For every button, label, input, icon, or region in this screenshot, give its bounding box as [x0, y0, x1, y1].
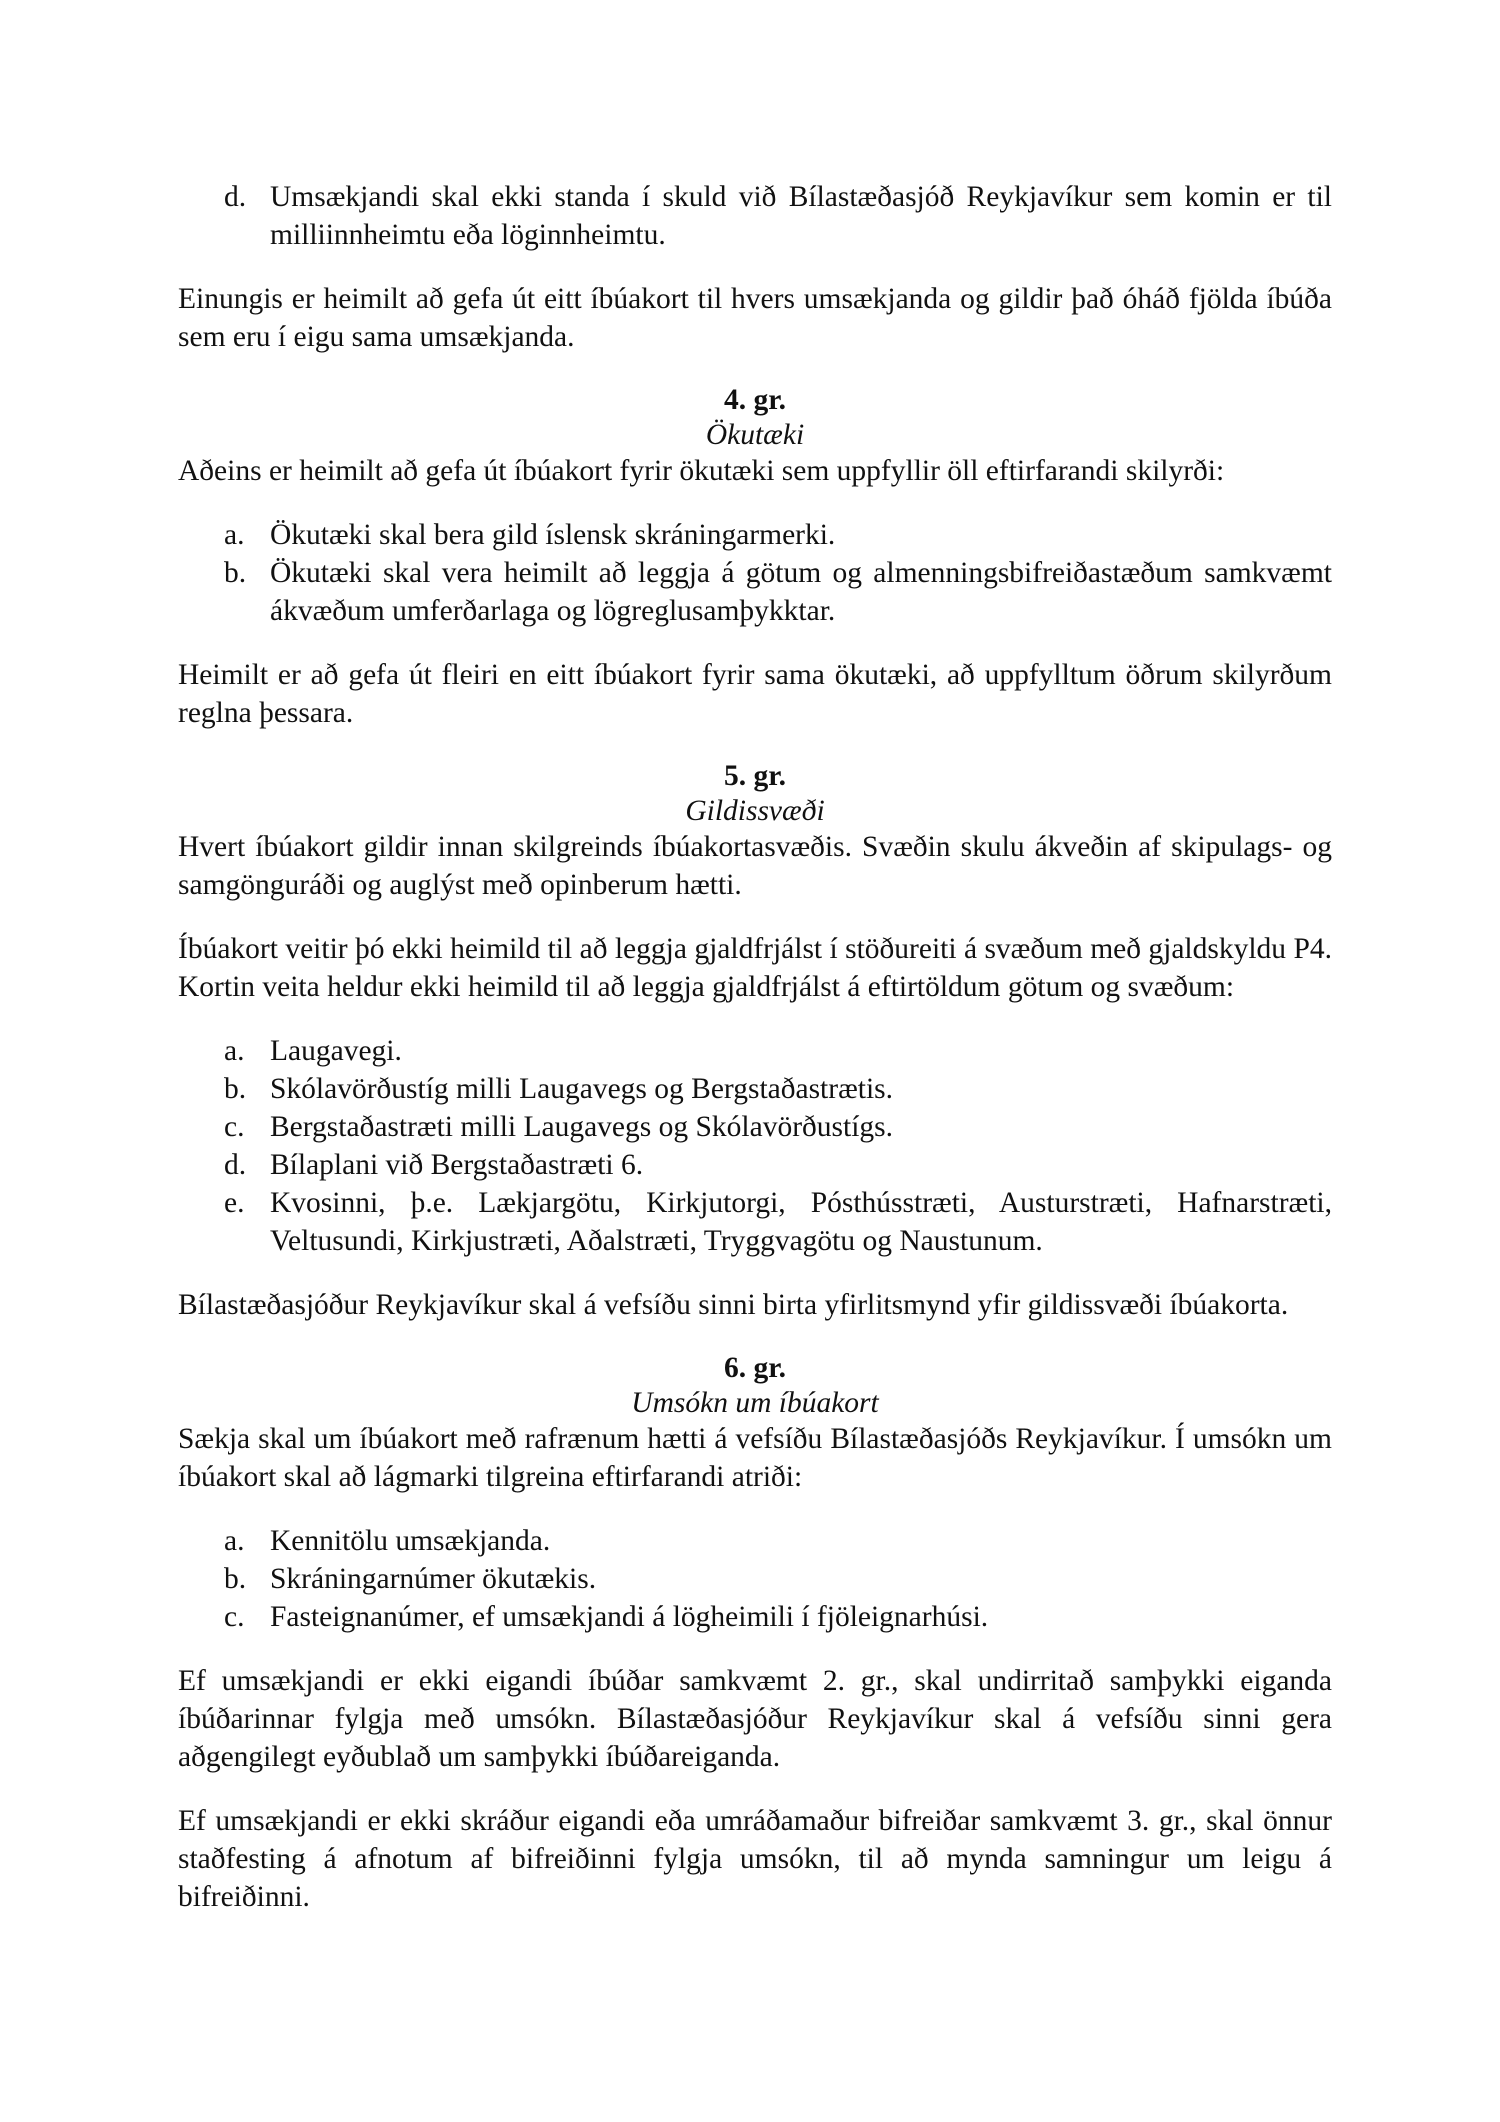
list-item: [178, 516, 1332, 554]
list-item: [178, 1108, 1332, 1146]
list-item-text: Laugavegi.: [270, 1035, 402, 1067]
document-page: [178, 178, 1332, 1916]
article-5-closing: Bílastæðasjóður Reykjavíkur skal á vefsíðu sinni birta yfirlitsmynd yfir gildissvæði íbúakorta.: [178, 1289, 1289, 1321]
article-6-heading: [178, 1350, 1332, 1420]
list-item: [178, 1598, 1332, 1636]
article-number: 4. gr.: [723, 384, 786, 416]
list-item-text: Skráningarnúmer ökutækis.: [270, 1563, 597, 1595]
list-marker: b.: [224, 1563, 247, 1595]
article-5-streets-list: [178, 1032, 1332, 1260]
list-marker: d.: [224, 181, 247, 213]
list-item: [178, 1184, 1332, 1260]
list-item-text: Ökutæki skal vera heimilt að leggja á götum og almenningsbifreiðastæðum samkvæmt ákvæðum umferðarlaga og lögreglusamþykktar.: [270, 557, 1332, 627]
list-item-text: Bílaplani við Bergstaðastræti 6.: [270, 1149, 644, 1181]
list-marker: b.: [224, 1073, 247, 1105]
article-5-intro: Hvert íbúakort gildir innan skilgreinds íbúakortasvæðis. Svæðin skulu ákveðin af skipulags- og samgönguráði og auglýst með opinberum hætti.: [178, 831, 1332, 901]
list-item-text: Ökutæki skal bera gild íslensk skráningarmerki.: [270, 519, 836, 551]
article-title: Ökutæki: [705, 419, 805, 451]
article-number: 6. gr.: [723, 1352, 786, 1384]
list-item: [178, 1560, 1332, 1598]
list-item-text: Kennitölu umsækjanda.: [270, 1525, 551, 1557]
list-item: [178, 1032, 1332, 1070]
article-6-intro: Sækja skal um íbúakort með rafrænum hætti á vefsíðu Bílastæðasjóðs Reykjavíkur. Í umsókn um íbúakort skal að lágmarki tilgreina eftirfarandi atriði:: [178, 1423, 1332, 1493]
list-item: [178, 1522, 1332, 1560]
article-4-conditions-list: [178, 516, 1332, 630]
list-marker: a.: [224, 1035, 245, 1067]
list-item: [178, 1146, 1332, 1184]
list-item-text: Fasteignanúmer, ef umsækjandi á lögheimili í fjöleignarhúsi.: [270, 1601, 989, 1633]
article-6-vehicle-use-proof: Ef umsækjandi er ekki skráður eigandi eða umráðamaður bifreiðar samkvæmt 3. gr., skal önnur staðfesting á afnotum af bifreiðinni fylgja umsókn, til að mynda samningur um leigu á bifreiðinni.: [178, 1805, 1332, 1913]
list-item-text: Kvosinni, þ.e. Lækjargötu, Kirkjutorgi, Pósthússtræti, Austurstræti, Hafnarstræti, Veltusundi, Kirkjustræti, Aðalstræti, Tryggvagötu og Naustunum.: [270, 1187, 1332, 1257]
list-marker: e.: [224, 1187, 245, 1219]
article-4-intro: Aðeins er heimilt að gefa út íbúakort fyrir ökutæki sem uppfyllir öll eftirfarandi skilyrði:: [178, 455, 1225, 487]
article-5-exceptions: Íbúakort veitir þó ekki heimild til að leggja gjaldfrjálst í stöðureiti á svæðum með gjaldskyldu P4. Kortin veita heldur ekki heimild til að leggja gjaldfrjálst á eftirtöldum götum og svæðum:: [178, 933, 1332, 1003]
list-item: [178, 1070, 1332, 1108]
paragraph-one-card-per-applicant: Einungis er heimilt að gefa út eitt íbúakort til hvers umsækjanda og gildir það óháð fjölda íbúða sem eru í eigu sama umsækjanda.: [178, 283, 1332, 353]
article-6-owner-consent: Ef umsækjandi er ekki eigandi íbúðar samkvæmt 2. gr., skal undirritað samþykki eiganda íbúðarinnar fylgja með umsókn. Bílastæðasjóður Reykjavíkur skal á vefsíðu sinni gera aðgengilegt eyðublað um samþykki íbúðareiganda.: [178, 1665, 1332, 1773]
list-article3-tail: [178, 178, 1332, 254]
article-5-heading: [178, 758, 1332, 828]
article-4-heading: [178, 382, 1332, 452]
list-marker: c.: [224, 1111, 245, 1143]
list-item-text: Skólavörðustíg milli Laugavegs og Bergstaðastrætis.: [270, 1073, 894, 1105]
list-marker: d.: [224, 1149, 247, 1181]
list-marker: b.: [224, 557, 247, 589]
article-title: Umsókn um íbúakort: [631, 1387, 879, 1419]
list-item-text: Umsækjandi skal ekki standa í skuld við Bílastæðasjóð Reykjavíkur sem komin er til milliinnheimtu eða löginnheimtu.: [270, 181, 1332, 251]
article-number: 5. gr.: [723, 760, 786, 792]
article-4-closing: Heimilt er að gefa út fleiri en eitt íbúakort fyrir sama ökutæki, að uppfylltum öðrum skilyrðum reglna þessara.: [178, 659, 1332, 729]
list-marker: c.: [224, 1601, 245, 1633]
list-marker: a.: [224, 1525, 245, 1557]
article-6-application-list: [178, 1522, 1332, 1636]
list-item: [178, 554, 1332, 630]
article-title: Gildissvæði: [685, 795, 825, 827]
list-marker: a.: [224, 519, 245, 551]
list-item-text: Bergstaðastræti milli Laugavegs og Skólavörðustígs.: [270, 1111, 894, 1143]
list-item: [178, 178, 1332, 254]
